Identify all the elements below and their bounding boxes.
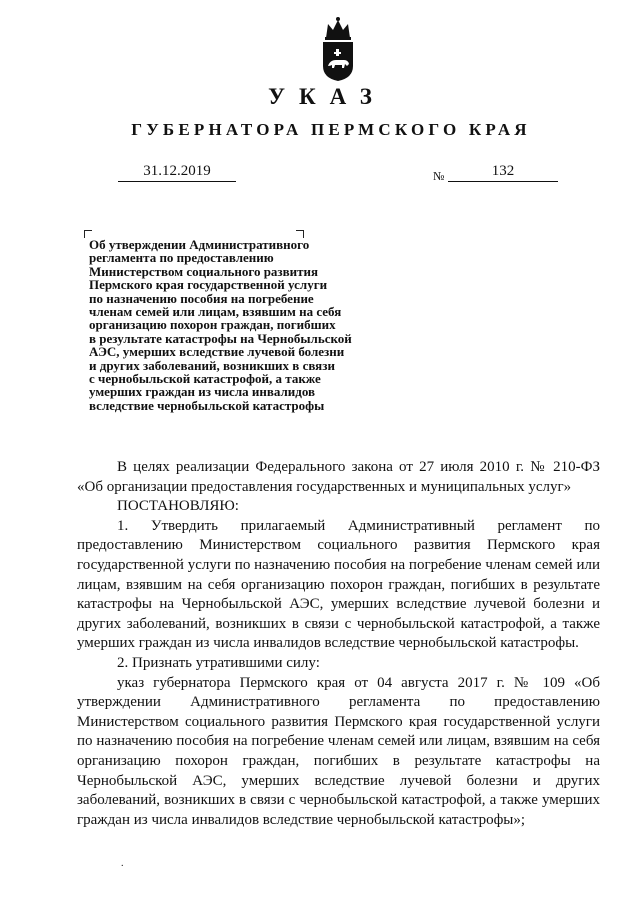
item-2-subparagraph: указ губернатора Пермского края от 04 августа 2017 г. № 109 «Об утверждении Административного регламента по предоставлению Министерством социального развития Пермского края государственной услуги по назначению пособия на погребение членам семей или лицам, взявшим на себя организацию похорон граждан, погибших в результате катастрофы на Чернобыльской АЭС, умерших вследствие лучевой болезни и других заболеваний, возникших в связи с чернобыльской катастрофой, а также умерших граждан из числа инвалидов вследствие чернобыльской катастрофы»; xyxy=(77,674,600,828)
decree-body xyxy=(77,458,600,830)
subject-line: членам семей или лицам, взявшим на себя xyxy=(89,304,342,320)
subject-line: АЭС, умерших вследствие лучевой болезни xyxy=(89,344,345,360)
document-title: УКАЗ xyxy=(268,84,386,109)
subject-line: регламента по предоставлению xyxy=(89,250,274,266)
decree-date: 31.12.2019 xyxy=(118,163,236,182)
item-1-paragraph: 1. Утвердить прилагаемый Административный регламент по предоставлению Министерством социального развития Пермского края государственной услуги по назначению пособия на погребение членам семей или лицам, взявшим на себя организацию похорон граждан, погибших в результате катастрофы на Чернобыльской АЭС, умерших вследствие лучевой болезни и других заболеваний, возникших в связи с чернобыльской катастрофой, а также умерших граждан из числа инвалидов вследствие чернобыльской катастрофы. xyxy=(77,517,600,652)
intro-paragraph: В целях реализации Федерального закона от 27 июля 2010 г. № 210-ФЗ «Об организации предоставления государственных и муниципальных услуг» xyxy=(77,459,600,495)
subject-line: и других заболеваний, возникших в связи xyxy=(89,357,335,373)
subject-line: вследствие чернобыльской катастрофы xyxy=(89,397,325,413)
subject-line: Министерством социального развития xyxy=(89,263,319,279)
number-sign: № xyxy=(433,169,445,183)
footer-mark: . xyxy=(121,858,124,869)
subject-line: по назначению пособия на погребение xyxy=(89,290,314,306)
decree-subject xyxy=(89,238,419,412)
subject-line: Пермского края государственной услуги xyxy=(89,277,328,293)
decree-word: ПОСТАНОВЛЯЮ: xyxy=(117,498,239,515)
item-2-paragraph: 2. Признать утратившими силу: xyxy=(117,654,320,671)
document-subtitle: ГУБЕРНАТОРА ПЕРМСКОГО КРАЯ xyxy=(131,120,531,139)
subject-line: умерших граждан из числа инвалидов xyxy=(89,384,316,400)
subject-line: с чернобыльской катастрофой, а также xyxy=(89,371,321,387)
subject-line: Об утверждении Административного xyxy=(89,237,310,252)
perm-krai-coat-of-arms-icon xyxy=(318,16,358,82)
subject-line: в результате катастрофы на Чернобыльской xyxy=(89,330,352,346)
subject-line: организацию похорон граждан, погибших xyxy=(89,317,336,333)
decree-number: 132 xyxy=(448,163,558,182)
